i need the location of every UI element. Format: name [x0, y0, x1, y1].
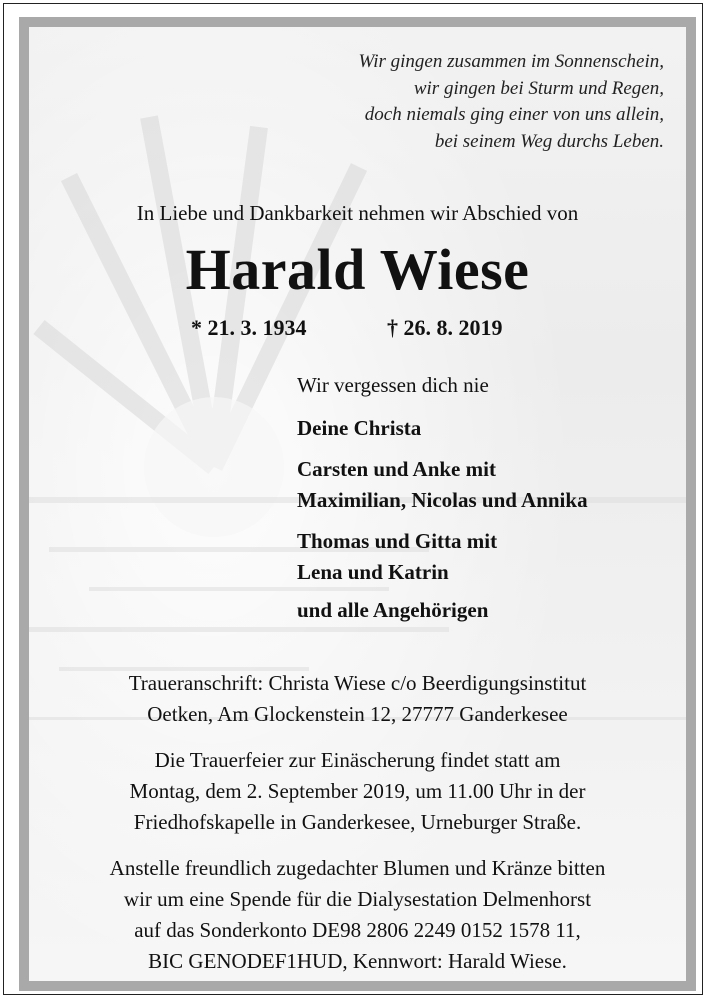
donation-line: wir um eine Spende für die Dialysestation Delmenhorst [123, 887, 592, 911]
ceremony-line: Montag, dem 2. September 2019, um 11.00 Uhr in der [129, 779, 586, 803]
donation-line: auf das Sonderkonto DE98 2806 2249 0152 1578 11, [134, 918, 581, 942]
family-line: und alle Angehörigen [297, 598, 489, 622]
family-group [297, 526, 677, 588]
poem-line: wir gingen bei Sturm und Regen, [413, 77, 664, 99]
poem [244, 49, 664, 155]
death-date: † 26. 8. 2019 [387, 315, 503, 340]
family-line: Lena und Katrin [297, 560, 449, 584]
family-line: Carsten und Anke mit [297, 457, 496, 481]
ceremony-line: Die Trauerfeier zur Einäscherung findet statt am [154, 748, 561, 772]
notice-panel [29, 27, 686, 981]
notice-outer-border [3, 3, 703, 995]
intro-text: In Liebe und Dankbarkeit nehmen wir Abschied von [136, 201, 579, 225]
signoff-text: Wir vergessen dich nie [297, 373, 489, 397]
family-group [297, 454, 677, 516]
poem-line: Wir gingen zusammen im Sonnenschein, [358, 51, 664, 72]
family-group [297, 413, 677, 444]
family-line: Maximilian, Nicolas und Annika [297, 488, 588, 512]
family-line: Thomas und Gitta mit [297, 529, 498, 553]
family-line: Deine Christa [297, 416, 422, 440]
ceremony-line: Friedhofskapelle in Ganderkesee, Urneburger Straße. [133, 810, 582, 834]
deceased-name: Harald Wiese [185, 237, 530, 302]
notice-frame [19, 17, 696, 991]
address-line: Oetken, Am Glockenstein 12, 27777 Ganderkesee [147, 702, 568, 726]
donation-line: Anstelle freundlich zugedachter Blumen und Kränze bitten [109, 856, 606, 880]
address-paragraph [29, 668, 686, 730]
poem-line: bei seinem Weg durchs Leben. [434, 130, 664, 152]
family-group [297, 595, 677, 626]
birth-date: * 21. 3. 1934 [191, 315, 307, 340]
donation-line: BIC GENODEF1HUD, Kennwort: Harald Wiese. [148, 949, 567, 973]
ceremony-paragraph [29, 745, 686, 838]
address-line: Traueranschrift: Christa Wiese c/o Beerdigungsinstitut [128, 671, 587, 695]
poem-line: doch niemals ging einer von uns allein, [364, 104, 664, 125]
donation-paragraph [29, 853, 686, 977]
